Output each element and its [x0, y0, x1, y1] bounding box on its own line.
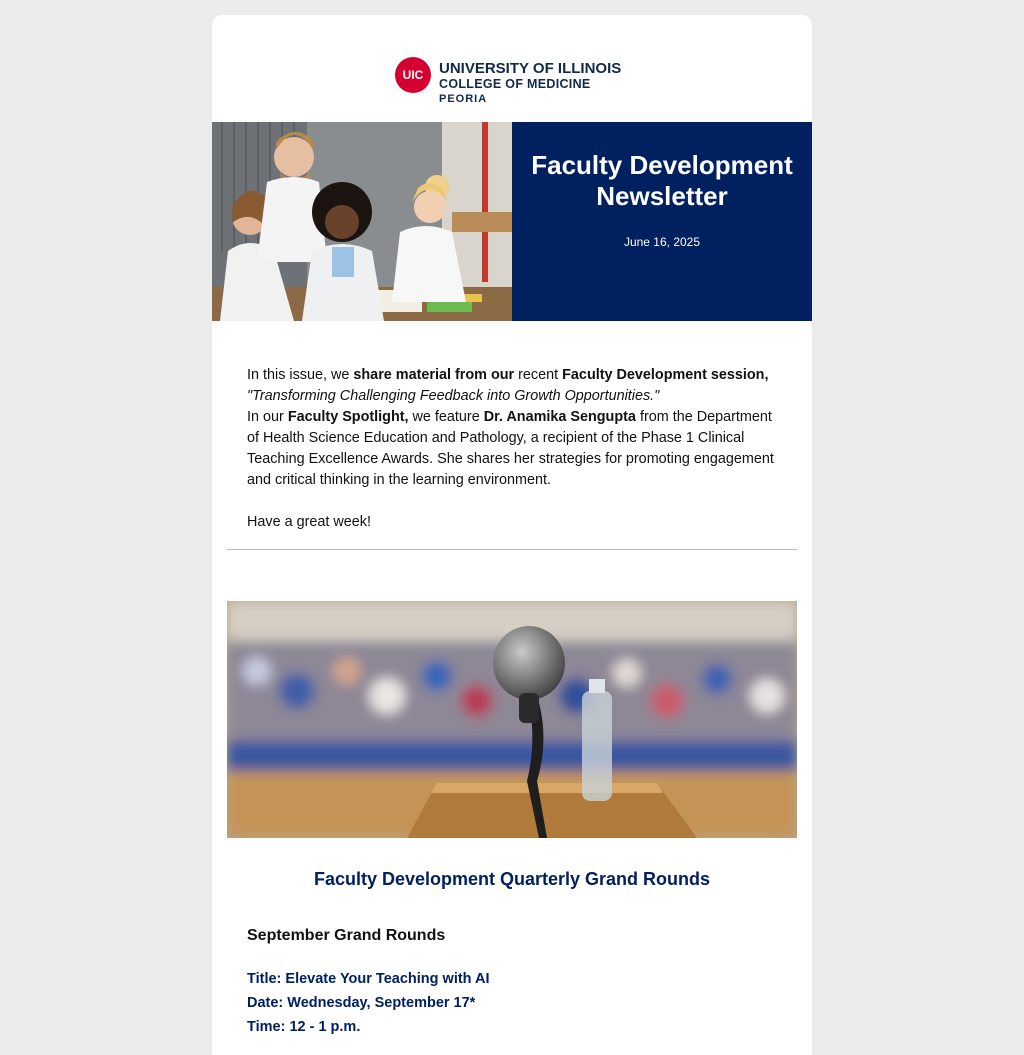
newsletter-date: June 16, 2025: [623, 235, 701, 249]
intro-text-span: from the Department of Health Science Education and Pathology, a recipient of the Phase 1 Clinical Teaching Excellence Awards. She shares her strategies for promoting engagement and critical thinking in the learning environment.: [247, 409, 774, 488]
logo-campus-name: PEORIA: [439, 93, 488, 105]
intro-text-span: In our: [247, 409, 288, 425]
featured-faculty-name: Dr. Anamika Sengupta: [483, 409, 636, 425]
event-date: Date: Wednesday, September 17*: [247, 995, 476, 1011]
intro-paragraph-session: [247, 365, 777, 407]
newsletter-card: [212, 15, 812, 1055]
newsletter-title: Faculty Development Newsletter: [531, 150, 793, 211]
intro-text-span: In this issue, we: [247, 367, 354, 383]
uic-logo-badge: UIC: [395, 57, 431, 93]
session-title: "Transforming Challenging Feedback into Growth Opportunities.": [247, 388, 660, 404]
grand-rounds-heading: Faculty Development Quarterly Grand Rounds: [313, 869, 711, 889]
intro-paragraph-spotlight: [247, 407, 777, 491]
closing-line: Have a great week!: [247, 514, 371, 530]
students-studying-image: [212, 122, 512, 321]
intro-text: [247, 365, 777, 533]
september-grand-rounds-heading: September Grand Rounds: [247, 927, 446, 944]
event-time: Time: 12 - 1 p.m.: [247, 1019, 361, 1035]
session-label: Faculty Development session,: [562, 367, 769, 383]
intro-bold-span: share material from our: [353, 367, 515, 383]
logo-university-name: UNIVERSITY OF ILLINOIS: [439, 60, 622, 77]
faculty-spotlight-label: Faculty Spotlight,: [287, 409, 409, 425]
intro-text-span: recent: [514, 367, 563, 383]
logo-college-name: COLLEGE OF MEDICINE: [439, 77, 591, 91]
section-divider: [227, 549, 797, 550]
event-title: Title: Elevate Your Teaching with AI: [247, 971, 490, 987]
microphone-audience-image: [227, 601, 797, 838]
uic-peoria-logo[interactable]: [395, 56, 635, 106]
intro-text-span: we feature: [408, 409, 484, 425]
hero-banner: [512, 122, 812, 321]
